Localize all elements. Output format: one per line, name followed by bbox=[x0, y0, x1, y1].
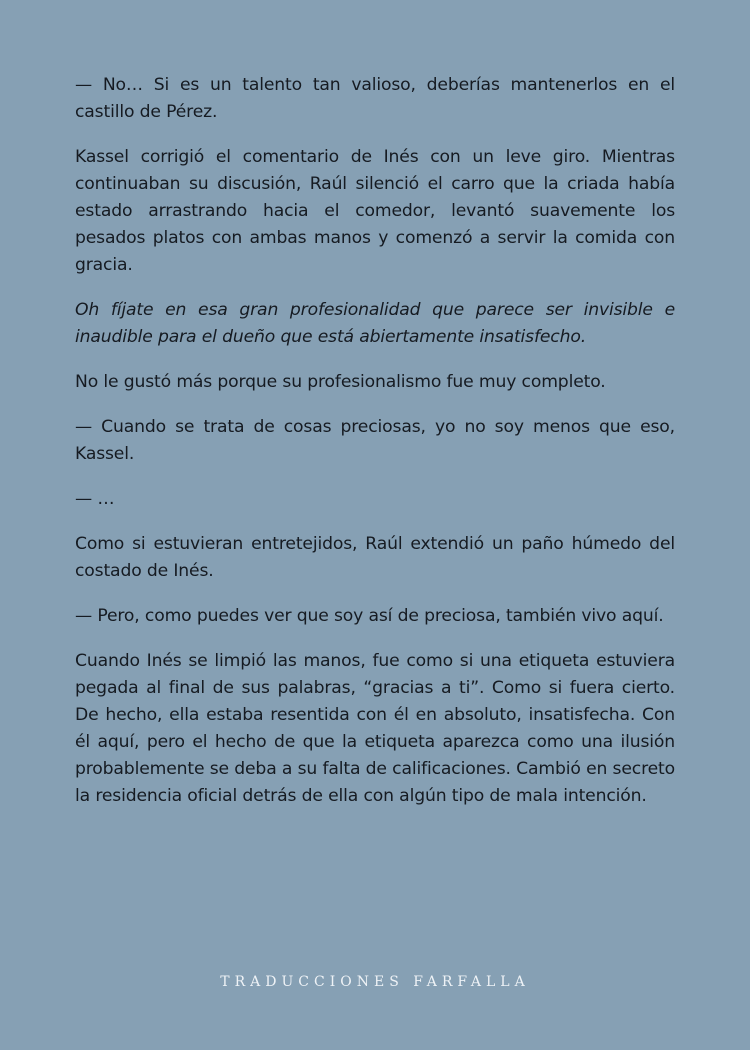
paragraph-dialogue-1: — No… Si es un talento tan valioso, deberías mantenerlos en el castillo de Pérez. bbox=[75, 75, 675, 122]
footer-credit: TRADUCCIONES FARFALLA bbox=[220, 974, 530, 990]
paragraph-narration-2: No le gustó más porque su profesionalismo fue muy completo. bbox=[75, 372, 606, 392]
paragraph-inner-thought: Oh fíjate en esa gran profesionalidad que parece ser invisible e inaudible para el dueño que está abiertamente insatisfecho. bbox=[75, 300, 675, 347]
paragraph-narration-3: Como si estuvieran entretejidos, Raúl extendió un paño húmedo del costado de Inés. bbox=[75, 534, 675, 581]
paragraph-narration-1: Kassel corrigió el comentario de Inés con un leve giro. Mientras continuaban su discusión, Raúl silenció el carro que la criada había estado arrastrando hacia el comedor, levantó suavemente los pesados platos con ambas manos y comenzó a servir la comida con gracia. bbox=[75, 147, 675, 275]
paragraph-dialogue-ellipsis: — … bbox=[75, 489, 115, 509]
paragraph-narration-4: Cuando Inés se limpió las manos, fue como si una etiqueta estuviera pegada al final de sus palabras, “gracias a ti”. Como si fuera cierto. De hecho, ella estaba resentida con él en absoluto, insatisfecha. Con él aquí, pero el hecho de que la etiqueta aparezca como una ilusión probablemente se deba a su falta de calificaciones. Cambió en secreto la residencia oficial detrás de ella con algún tipo de mala intención. bbox=[75, 651, 675, 806]
document-body bbox=[75, 72, 675, 828]
paragraph-dialogue-2: — Cuando se trata de cosas preciosas, yo no soy menos que eso, Kassel. bbox=[75, 417, 675, 464]
paragraph-dialogue-3: — Pero, como puedes ver que soy así de preciosa, también vivo aquí. bbox=[75, 606, 664, 626]
